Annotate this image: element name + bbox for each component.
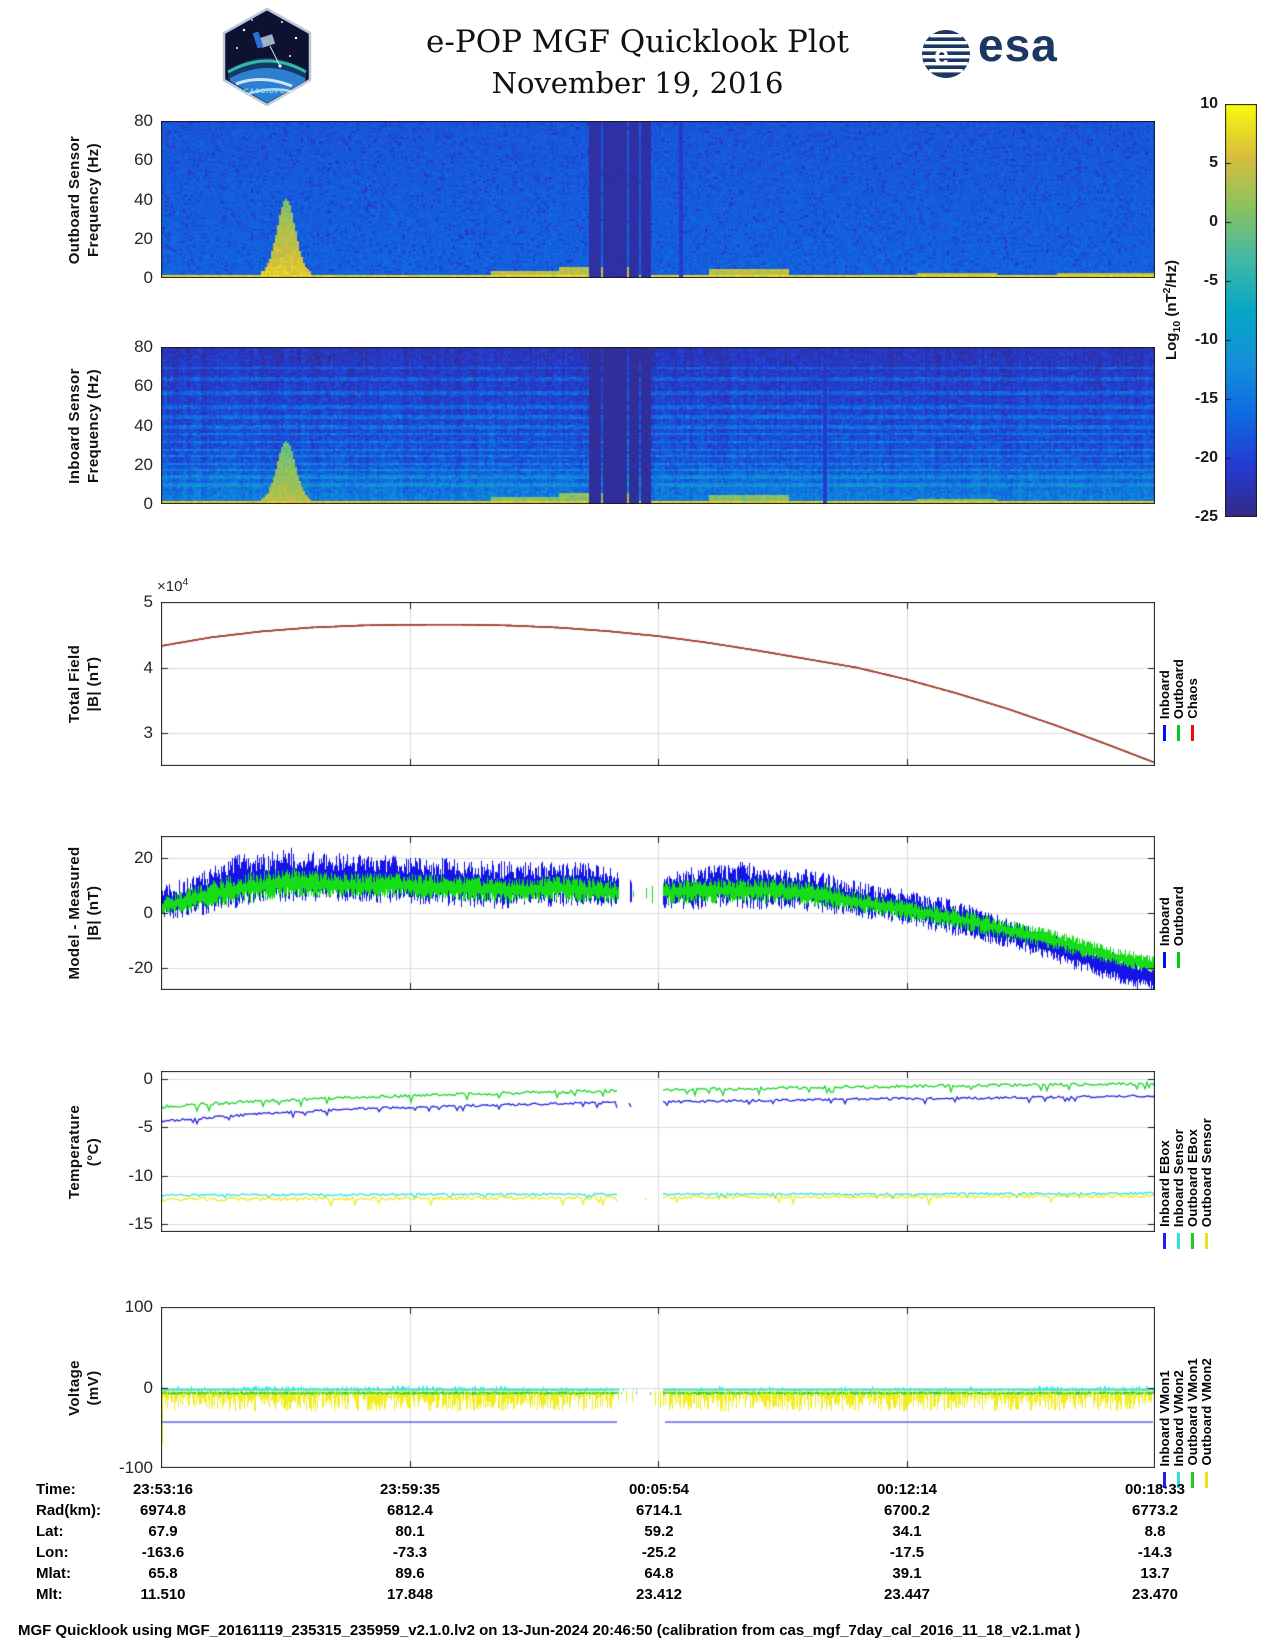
- table-cell: -163.6: [141, 1544, 185, 1561]
- inboard-spectrogram-canvas: [161, 347, 1155, 504]
- colorbar-tick-label: 10: [1200, 95, 1218, 112]
- legend-color-tick: [1205, 1233, 1208, 1249]
- legend-entry-outboard: [1171, 659, 1185, 741]
- y-tick-label-outboard-spectrogram: 80: [134, 111, 153, 130]
- quicklook-page: CASSIOPE e-POP MGF Quicklook Plot November 19, 2016 e esa Outboard Sensor Frequency (Hz) Inboard Sensor Frequency (Hz) Total Field |B| (nT) Model - Measured |B| (nT) Temperature (°C) Voltage (mV) $\times 10^4$ Log$_{10}$ $(nT^2/Hz)$ 0 20 40 60 80 0 20 40 60 80 3 4 5 -20 0 20 0 -5 -10 -15 -100 0 100 10 5 0 -5 -10 -15 -20 -25 Inboard Outboard Chaos Inboard Outboard Inboard EBox Inboard Sensor Outboard EBox Outboard Sensor Inboard VMon1 Inboard VMon2 Outboard VMon1 Outboard VMon2 Time: 23:53:16 23:59:35 00:05:54 00:12:14 00:18:33 Rad(km): 6974.8 6812.4 6714.1 6700.2 6773.2 Lat: 67.9 80.1 59.2 34.1 8.8 Lon: -163.6 -73.3 -25.2 -17.5 -14.3 Mlat: 65.8 89.6 64.8 39.1 13.7 Mlt: 11.510 17.848 23.412 23.447 23.470 MGF Quicklook using MGF_20161119_235315_235959_v2.1.0.lv2 on 13-Jun-2024 20:46:50 (calibration from cas_mgf_7day_cal_2016_11_18_v2.1.mat ): [0, 0, 1275, 1650]
- legend-color-tick: [1163, 725, 1166, 741]
- y-tick-label-temperature: -15: [128, 1214, 153, 1234]
- y-tick-label-total-field: 4: [143, 657, 153, 677]
- legend-color-tick: [1177, 725, 1180, 741]
- y-tick-label-temperature: -5: [137, 1117, 153, 1137]
- legend-entry-outboard-sensor: [1199, 1118, 1213, 1249]
- legend-label: Inboard VMon2: [1170, 1369, 1186, 1466]
- table-cell: 6773.2: [1132, 1502, 1178, 1519]
- cassiope-patch-label: CASSIOPE: [244, 88, 286, 95]
- y-tick-label-total-field: 3: [143, 723, 153, 743]
- legend-entry-inboard: [1157, 670, 1171, 741]
- legend-color-tick: [1191, 1233, 1194, 1249]
- legend-entry-outboard-vmon1: [1185, 1358, 1199, 1488]
- table-cell: 64.8: [644, 1565, 674, 1582]
- table-cell: 00:12:14: [876, 1481, 938, 1498]
- table-cell: 6974.8: [140, 1502, 186, 1519]
- legend-entry-inboard-vmon2: [1171, 1370, 1185, 1489]
- colorbar-tick-label: 0: [1209, 213, 1218, 230]
- legend-entry-chaos: [1185, 678, 1199, 741]
- legend-label: Outboard: [1170, 885, 1186, 946]
- table-cell: 00:05:54: [628, 1481, 690, 1498]
- legend-label: Inboard VMon1: [1156, 1369, 1172, 1466]
- table-cell: 6700.2: [884, 1502, 930, 1519]
- y-tick-label-outboard-spectrogram: 60: [134, 150, 153, 170]
- table-cell: 80.1: [395, 1523, 425, 1540]
- table-row-label-time: Time:: [36, 1481, 76, 1498]
- y-tick-label-voltage: 0: [143, 1377, 153, 1397]
- header-titles: [0, 24, 1275, 100]
- y-tick-label-outboard-spectrogram: 20: [134, 228, 153, 248]
- y-tick-label-inboard-spectrogram: 0: [143, 494, 153, 513]
- svg-text:e: e: [934, 40, 950, 70]
- table-row-label-mlt: Mlt:: [36, 1586, 63, 1603]
- legend-label: Chaos: [1184, 678, 1200, 719]
- table-cell: 23.412: [636, 1586, 682, 1603]
- voltage-plot-canvas: [161, 1307, 1155, 1468]
- temperature-plot-canvas: [161, 1071, 1155, 1232]
- y-tick-label-model-minus-measured: -20: [128, 958, 153, 977]
- legend-label: Inboard Sensor: [1170, 1128, 1186, 1227]
- legend-entry-outboard: [1171, 886, 1185, 968]
- legend-color-tick: [1163, 952, 1166, 968]
- table-cell: 89.6: [395, 1565, 425, 1582]
- y-tick-label-outboard-spectrogram: 40: [134, 189, 153, 209]
- y-tick-label-inboard-spectrogram: 20: [134, 454, 153, 474]
- table-cell: 11.510: [140, 1586, 186, 1603]
- table-cell: 6714.1: [636, 1502, 682, 1519]
- legend-color-tick: [1191, 725, 1194, 741]
- y-tick-label-inboard-spectrogram: 40: [134, 415, 153, 435]
- table-cell: -25.2: [641, 1544, 677, 1561]
- y-tick-label-voltage: -100: [118, 1458, 153, 1477]
- legend-label: Inboard EBox: [1156, 1140, 1172, 1227]
- footer-provenance-text: MGF Quicklook using MGF_20161119_235315_235959_v2.1.0.lv2 on 13-Jun-2024 20:46:50 (calibration from cas_mgf_7day_cal_2016_11_18_v2.1.mat ): [18, 1622, 1081, 1639]
- table-row-label-radkm: Rad(km):: [36, 1502, 102, 1519]
- legend-label: Outboard EBox: [1184, 1129, 1200, 1227]
- table-cell: 8.8: [1144, 1523, 1166, 1540]
- table-cell: 59.2: [644, 1523, 674, 1540]
- y-tick-label-inboard-spectrogram: 80: [134, 337, 153, 356]
- model-minus-measured-plot-canvas: [161, 836, 1155, 990]
- legend-entry-inboard-ebox: [1157, 1140, 1171, 1249]
- table-cell: 6812.4: [387, 1502, 433, 1519]
- colorbar-tick-label: 5: [1209, 154, 1218, 171]
- esa-globe-icon: [920, 28, 972, 80]
- legend-voltage: [1157, 1338, 1213, 1488]
- table-cell: 67.9: [148, 1523, 178, 1540]
- legend-label: Outboard Sensor: [1198, 1117, 1214, 1227]
- colorbar-tick-label: -15: [1194, 390, 1218, 407]
- table-cell: 13.7: [1140, 1565, 1170, 1582]
- table-cell: 65.8: [148, 1565, 178, 1582]
- legend-temperature: [1157, 1099, 1213, 1249]
- legend-color-tick: [1177, 1233, 1180, 1249]
- legend-total-field: [1157, 591, 1199, 741]
- table-cell: 00:18:33: [1124, 1481, 1186, 1498]
- total-field-plot-canvas: [161, 602, 1155, 766]
- y-tick-label-outboard-spectrogram: 0: [143, 268, 153, 287]
- esa-logo-wordmark: esa: [978, 19, 1058, 71]
- legend-entry-inboard: [1157, 897, 1171, 968]
- table-cell: 39.1: [892, 1565, 922, 1582]
- colorbar-canvas: [1225, 104, 1257, 517]
- legend-label: Outboard VMon1: [1184, 1358, 1200, 1466]
- y-tick-label-voltage: 100: [124, 1297, 153, 1316]
- table-cell: 34.1: [892, 1523, 922, 1540]
- legend-color-tick: [1163, 1233, 1166, 1249]
- legend-entry-inboard-vmon1: [1157, 1370, 1171, 1489]
- table-row-label-lon: Lon:: [36, 1544, 69, 1561]
- colorbar-tick-label: -10: [1194, 331, 1218, 348]
- legend-entry-outboard-vmon2: [1199, 1358, 1213, 1488]
- legend-label: Inboard: [1156, 896, 1172, 946]
- page-title: e-POP MGF Quicklook Plot: [426, 24, 849, 60]
- outboard-spectrogram-canvas: [161, 121, 1155, 278]
- colorbar-tick-label: -25: [1194, 508, 1218, 525]
- table-cell: -17.5: [889, 1544, 925, 1561]
- y-tick-label-temperature: 0: [143, 1068, 153, 1088]
- y-tick-label-model-minus-measured: 0: [143, 903, 153, 922]
- table-cell: 23:59:35: [379, 1481, 441, 1498]
- page-date: November 19, 2016: [491, 66, 784, 100]
- table-row-label-mlat: Mlat:: [36, 1565, 71, 1582]
- colorbar-tick-label: -5: [1203, 272, 1218, 289]
- total-field-axis-exponent: $\times 10^4$: [157, 576, 189, 595]
- table-cell: -14.3: [1137, 1544, 1173, 1561]
- table-cell: 23:53:16: [132, 1481, 194, 1498]
- table-cell: 23.470: [1132, 1586, 1178, 1603]
- y-tick-label-model-minus-measured: 20: [134, 848, 153, 867]
- legend-color-tick: [1177, 952, 1180, 968]
- legend-label: Outboard VMon2: [1198, 1358, 1214, 1466]
- legend-label: Inboard: [1156, 669, 1172, 719]
- table-cell: 23.447: [884, 1586, 930, 1603]
- colorbar-tick-label: -20: [1194, 449, 1218, 466]
- legend-model-minus-measured: [1157, 818, 1185, 968]
- table-cell: 17.848: [387, 1586, 433, 1603]
- legend-entry-outboard-ebox: [1185, 1129, 1199, 1249]
- y-tick-label-temperature: -10: [128, 1165, 153, 1185]
- y-tick-label-total-field: 5: [143, 592, 153, 611]
- table-cell: -73.3: [392, 1544, 428, 1561]
- legend-label: Outboard: [1170, 658, 1186, 719]
- table-row-label-lat: Lat:: [36, 1523, 64, 1540]
- legend-entry-inboard-sensor: [1171, 1129, 1185, 1249]
- y-tick-label-inboard-spectrogram: 60: [134, 376, 153, 396]
